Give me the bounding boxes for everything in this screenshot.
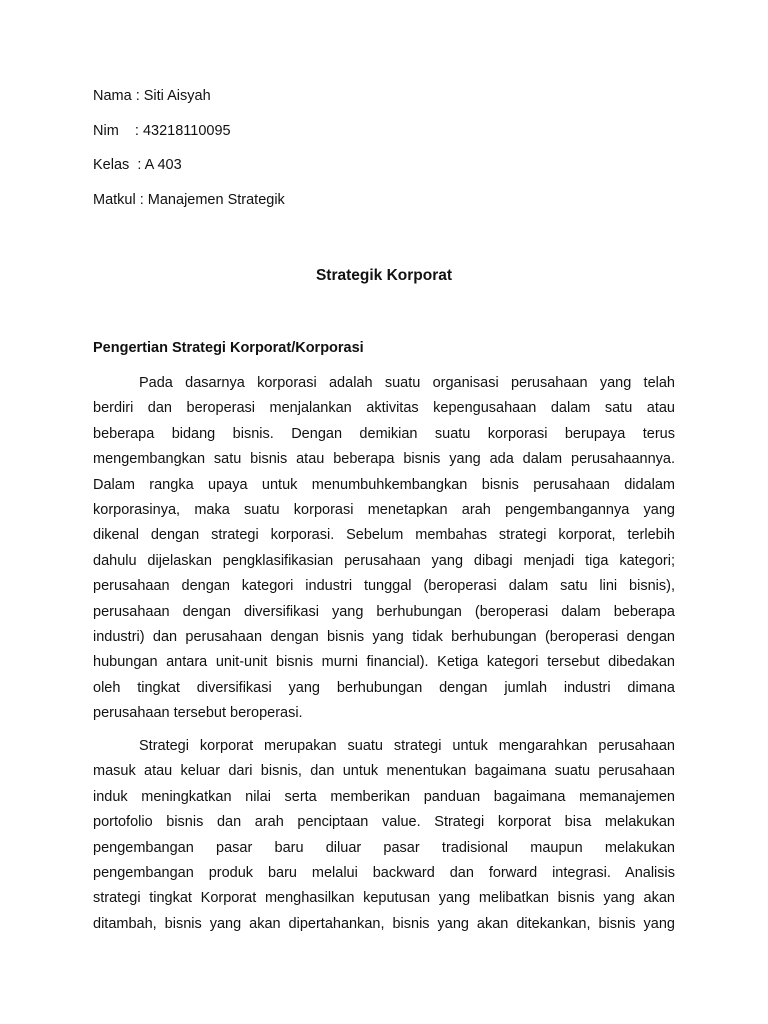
- paragraph-line: pengembangan pasar baru diluar pasar tradisional maupun melakukan: [93, 839, 675, 856]
- course-name: Matkul : Manajemen Strategik: [93, 192, 285, 208]
- paragraph-line: portofolio bisnis dan arah penciptaan value. Strategi korporat bisa melakukan: [93, 814, 675, 831]
- paragraph-line: Strategi korporat merupakan suatu strategi untuk mengarahkan perusahaan: [139, 738, 675, 754]
- paragraph-line: Pada dasarnya korporasi adalah suatu organisasi perusahaan yang telah: [139, 375, 675, 391]
- paragraph-line: perusahaan dengan diversifikasi yang berhubungan (beroperasi dalam beberapa: [93, 603, 675, 620]
- paragraph-line: induk meningkatkan nilai serta memberikan panduan bagaimana memanajemen: [93, 788, 675, 805]
- paragraph-line: oleh tingkat diversifikasi yang berhubungan dengan jumlah industri dimana: [93, 679, 675, 696]
- student-class: Kelas : A 403: [93, 157, 182, 173]
- paragraph-line: Dalam rangka upaya untuk menumbuhkembangkan bisnis perusahaan didalam: [93, 476, 675, 493]
- paragraph-line: dikenal dengan strategi korporasi. Sebelum membahas strategi korporat, terlebih: [93, 527, 675, 544]
- paragraph-line: strategi tingkat Korporat menghasilkan keputusan yang melibatkan bisnis yang akan: [93, 890, 675, 907]
- paragraph-line: dahulu dijelaskan pengklasifikasian perusahaan yang dibagi menjadi tiga kategori;: [93, 552, 675, 569]
- document-title: Strategik Korporat: [315, 267, 453, 284]
- paragraph-line: mengembangkan satu bisnis atau beberapa bisnis yang ada dalam perusahaannya.: [93, 451, 675, 468]
- paragraph-line: beberapa bidang bisnis. Dengan demikian suatu korporasi berupaya terus: [93, 425, 675, 442]
- paragraph-line: pengembangan produk baru melalui backward dan forward integrasi. Analisis: [93, 864, 675, 881]
- student-nim: Nim : 43218110095: [93, 123, 231, 139]
- paragraph-2: [93, 734, 675, 937]
- student-name: Nama : Siti Aisyah: [93, 88, 211, 104]
- paragraph-line: berdiri dan beroperasi menjalankan aktivitas kepengusahaan dalam satu atau: [93, 400, 675, 417]
- paragraph-line: korporasinya, maka suatu korporasi menetapkan arah pengembangannya yang: [93, 501, 675, 518]
- paragraph-1: [93, 371, 675, 726]
- paragraph-line: masuk atau keluar dari bisnis, dan untuk menentukan bagaimana suatu perusahaan: [93, 763, 675, 780]
- paragraph-line: hubungan antara unit-unit bisnis murni financial). Ketiga kategori tersebut dibedakan: [93, 654, 675, 671]
- paragraph-line: perusahaan tersebut beroperasi.: [93, 705, 303, 722]
- section-heading: Pengertian Strategi Korporat/Korporasi: [93, 340, 364, 356]
- paragraph-line: perusahaan dengan kategori industri tunggal (beroperasi dalam satu lini bisnis),: [93, 578, 675, 595]
- paragraph-line: ditambah, bisnis yang akan dipertahankan, bisnis yang akan ditekankan, bisnis yang: [93, 915, 675, 932]
- paragraph-line: industri) dan perusahaan dengan bisnis yang tidak berhubungan (beroperasi dengan: [93, 628, 675, 645]
